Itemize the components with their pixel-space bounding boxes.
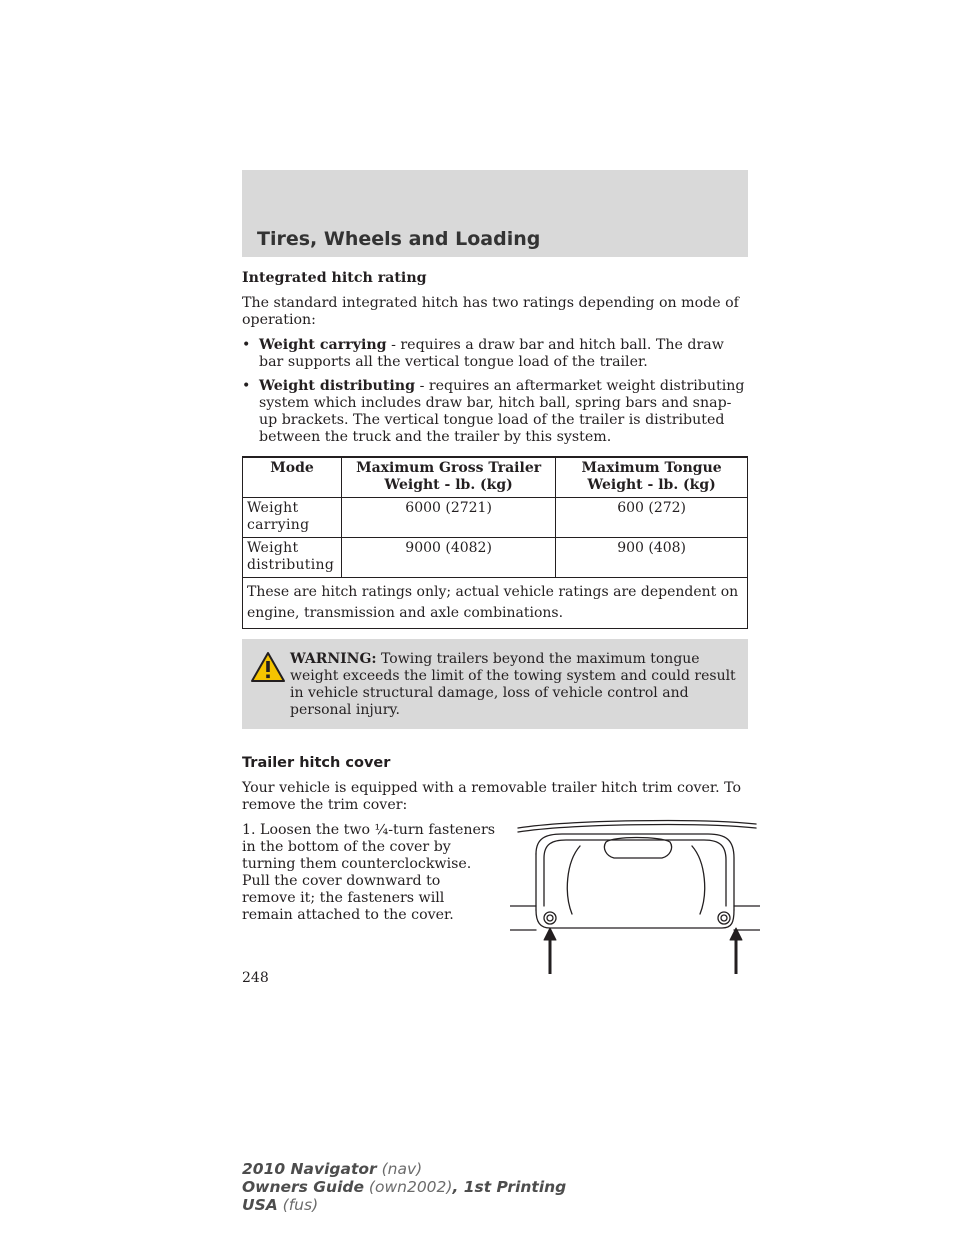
tongue-weight-cell: 600 (272) xyxy=(556,498,748,538)
table-header-row xyxy=(243,457,748,498)
table-note: These are hitch ratings only; actual vehicle ratings are dependent on engine, transmission and axle combinations. xyxy=(243,578,748,629)
bullet-text: - requires an aftermarket weight distributing system which includes draw bar, hitch ball, spring bars and snap-up brackets. The vertical tongue load of the trailer is distributed between the truck and the trailer by this system. xyxy=(259,378,745,445)
hitch-ratings-table xyxy=(242,456,748,629)
mode-cell: Weight carrying xyxy=(243,498,342,538)
page-number: 248 xyxy=(242,970,269,986)
bullet-dot: • xyxy=(242,378,251,394)
page-content xyxy=(242,270,748,932)
bullet-weight-carrying xyxy=(242,337,748,371)
warning-message: Towing trailers beyond the maximum tongue weight exceeds the limit of the towing system and could result in vehicle structural damage, loss of vehicle control and personal injury. xyxy=(290,651,736,718)
column-header-gross-weight: Maximum Gross Trailer Weight - lb. (kg) xyxy=(342,457,556,498)
footer-line-1: 2010 Navigator (nav) xyxy=(242,1160,423,1178)
column-header-mode: Mode xyxy=(243,457,342,498)
gross-weight-cell: 9000 (4082) xyxy=(342,538,556,578)
warning-label: WARNING: xyxy=(290,651,377,667)
bullet-text: - requires a draw bar and hitch ball. The draw bar supports all the vertical tongue load of the trailer. xyxy=(259,337,724,370)
bullet-term: Weight carrying xyxy=(259,337,387,353)
hitch-rating-intro: The standard integrated hitch has two ratings depending on mode of operation: xyxy=(242,295,739,328)
bullet-dot: • xyxy=(242,337,251,353)
print-footer xyxy=(242,1160,566,1214)
step-1: 1. Loosen the two ¼-turn fasteners in the bottom of the cover by turning them counterclockwise. Pull the cover downward to remove it; the fasteners will remain attached to the cover. xyxy=(242,822,496,923)
step-with-diagram xyxy=(242,822,748,924)
hitch-cover-heading: Trailer hitch cover xyxy=(242,755,391,771)
column-header-tongue-weight: Maximum Tongue Weight - lb. (kg) xyxy=(556,457,748,498)
hitch-rating-heading: Integrated hitch rating xyxy=(242,270,427,286)
table-row xyxy=(243,498,748,538)
hitch-cover-intro: Your vehicle is equipped with a removable trailer hitch trim cover. To remove the trim cover: xyxy=(242,780,742,813)
footer-line-2: Owners Guide (own2002), 1st Printing xyxy=(242,1178,567,1196)
gross-weight-cell: 6000 (2721) xyxy=(342,498,556,538)
warning-box xyxy=(242,639,748,729)
tongue-weight-cell: 900 (408) xyxy=(556,538,748,578)
warning-text xyxy=(250,651,740,719)
bullet-term: Weight distributing xyxy=(259,378,416,394)
table-row xyxy=(243,538,748,578)
mode-cell: Weight distributing xyxy=(243,538,342,578)
warning-triangle-icon xyxy=(250,651,286,683)
bullet-weight-distributing xyxy=(242,378,748,446)
section-title: Tires, Wheels and Loading xyxy=(257,228,541,250)
hitch-cover-diagram xyxy=(510,814,760,974)
footer-line-3: USA (fus) xyxy=(242,1196,319,1214)
mode-bullet-list xyxy=(242,337,748,446)
table-note-row xyxy=(243,578,748,629)
